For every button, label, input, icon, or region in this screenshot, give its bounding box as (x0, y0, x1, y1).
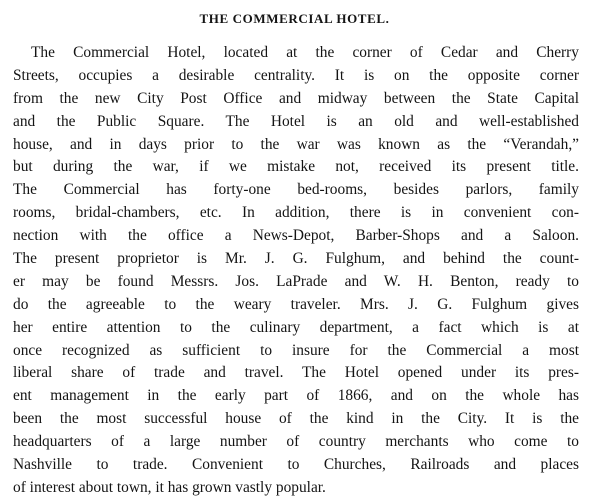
text-line: The Commercial has forty-one bed-rooms, besides parlors, family (13, 181, 579, 199)
text-line: of interest about town, it has grown vastly popular. (13, 478, 326, 496)
text-line: but during the war, if we mistake not, received its present title. (13, 158, 579, 176)
text-line: her entire attention to the culinary department, a fact which is at (13, 318, 579, 336)
page-title: THE COMMERCIAL HOTEL. (199, 11, 390, 26)
text-line: The present proprietor is Mr. J. G. Fulghum, and behind the count- (13, 250, 579, 268)
text-line: nection with the office a News-Depot, Barber-Shops and a Saloon. (13, 227, 579, 245)
text-line: and the Public Square. The Hotel is an old and well-established (13, 112, 579, 130)
text-line: been the most successful house of the kind in the City. It is the (13, 410, 579, 428)
text-line: once recognized as sufficient to insure for the Commercial a most (13, 341, 579, 359)
text-line: Streets, occupies a desirable centrality. It is on the opposite corner (13, 66, 579, 84)
text-line: er may be found Messrs. Jos. LaPrade and W. H. Benton, ready to (13, 272, 579, 290)
text-line: do the agreeable to the weary traveler. Mrs. J. G. Fulghum gives (13, 295, 579, 313)
text-line: house, and in days prior to the war was known as the “Verandah,” (13, 135, 579, 153)
text-line: from the new City Post Office and midway between the State Capital (13, 89, 579, 107)
article-body (13, 42, 579, 500)
text-line: Nashville to trade. Convenient to Churches, Railroads and places (13, 456, 579, 474)
text-line: liberal share of trade and travel. The Hotel opened under its pres- (13, 364, 579, 382)
text-line: rooms, bridal-chambers, etc. In addition, there is in convenient con- (13, 204, 579, 222)
text-line: The Commercial Hotel, located at the corner of Cedar and Cherry (31, 44, 579, 61)
text-line: headquarters of a large number of country merchants who come to (13, 433, 579, 451)
text-line: ent management in the early part of 1866, and on the whole has (13, 387, 579, 405)
